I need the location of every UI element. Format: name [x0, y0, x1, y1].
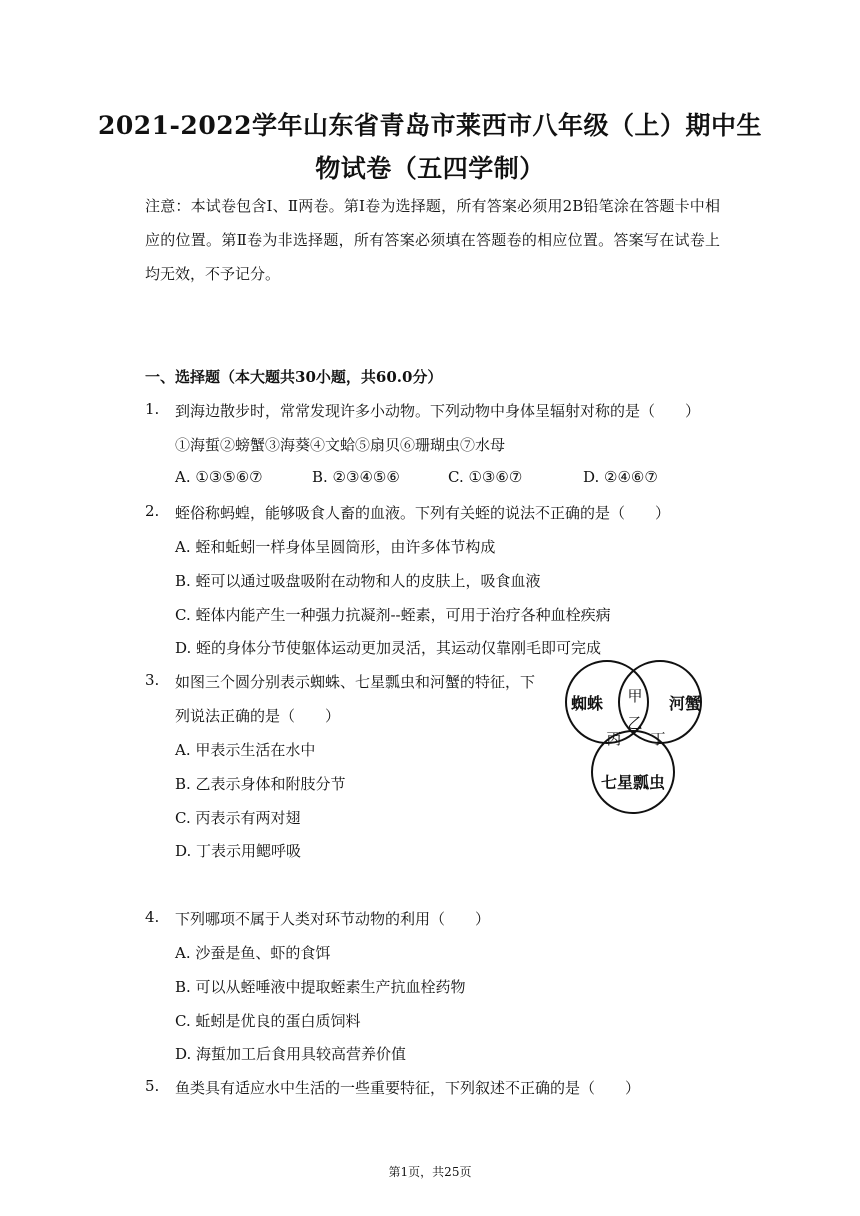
venn-region-jia: 甲: [627, 687, 643, 705]
question-number: 5.: [145, 1077, 160, 1095]
section-heading: 一、选择题（本大题共30小题，共60.0分）: [145, 368, 443, 386]
question-number: 1.: [145, 400, 160, 418]
venn-diagram: [555, 660, 715, 820]
question-number: 2.: [145, 502, 160, 520]
question-text-line-2: 列说法正确的是（ ）: [175, 707, 341, 725]
option-a: A. ①③⑤⑥⑦: [175, 468, 263, 486]
option-c: C. 蚯蚓是优良的蛋白质饲料: [175, 1012, 361, 1030]
title-line-2: 物试卷（五四学制）: [315, 154, 545, 183]
question-text-line-1: 如图三个圆分别表示蜘蛛、七星瓢虫和河蟹的特征，下: [175, 673, 536, 691]
venn-label-crab: 河蟹: [668, 694, 702, 713]
option-a: A. 甲表示生活在水中: [175, 741, 316, 759]
question-subtext: ①海蜇②螃蟹③海葵④文蛤⑤扇贝⑥珊瑚虫⑦水母: [175, 436, 506, 454]
option-b: B. 蛭可以通过吸盘吸附在动物和人的皮肤上，吸食血液: [175, 572, 541, 590]
venn-label-ladybug: 七星瓢虫: [600, 773, 666, 792]
page-footer: 第1页，共25页: [388, 1165, 472, 1179]
exam-notice: 注意：本试卷包含Ⅰ、Ⅱ两卷。第Ⅰ卷为选择题，所有答案必须用2B铅笔涂在答题卡中相应的位置。第Ⅱ卷为非选择题，所有答案必须填在答题卷的相应位置。答案写在试卷上均无效，不予记分。: [145, 197, 720, 283]
option-a: A. 蛭和蚯蚓一样身体呈圆筒形，由许多体节构成: [175, 538, 496, 556]
question-number: 4.: [145, 908, 160, 926]
option-a: A. 沙蚕是鱼、虾的食饵: [175, 944, 331, 962]
option-c: C. 丙表示有两对翅: [175, 809, 301, 827]
question-text: 鱼类具有适应水中生活的一些重要特征，下列叙述不正确的是（ ）: [175, 1079, 641, 1097]
option-c: C. ①③⑥⑦: [448, 468, 523, 486]
option-c: C. 蛭体内能产生一种强力抗凝剂--蛭素，可用于治疗各种血栓疾病: [175, 606, 611, 624]
title-line-1: 2021-2022学年山东省青岛市莱西市八年级（上）期中生: [97, 111, 763, 140]
venn-region-ding: 丁: [650, 730, 666, 748]
option-b: B. 可以从蛭唾液中提取蛭素生产抗血栓药物: [175, 978, 466, 996]
question-text: 下列哪项不属于人类对环节动物的利用（ ）: [175, 910, 491, 928]
question-text: 蛭俗称蚂蝗，能够吸食人畜的血液。下列有关蛭的说法不正确的是（ ）: [175, 504, 671, 522]
option-d: D. 丁表示用鳃呼吸: [175, 842, 302, 860]
question-number: 3.: [145, 671, 160, 689]
option-b: B. ②③④⑤⑥: [312, 468, 400, 486]
option-d: D. 海蜇加工后食用具较高营养价值: [175, 1045, 407, 1063]
venn-region-bing: 丙: [606, 730, 622, 748]
option-b: B. 乙表示身体和附肢分节: [175, 775, 346, 793]
venn-region-yi: 乙: [627, 714, 643, 732]
option-d: D. 蛭的身体分节使躯体运动更加灵活，其运动仅靠刚毛即可完成: [175, 639, 602, 657]
venn-label-spider: 蜘蛛: [570, 694, 604, 713]
option-d: D. ②④⑥⑦: [583, 468, 658, 486]
question-text: 到海边散步时，常常发现许多小动物。下列动物中身体呈辐射对称的是（ ）: [175, 402, 701, 420]
